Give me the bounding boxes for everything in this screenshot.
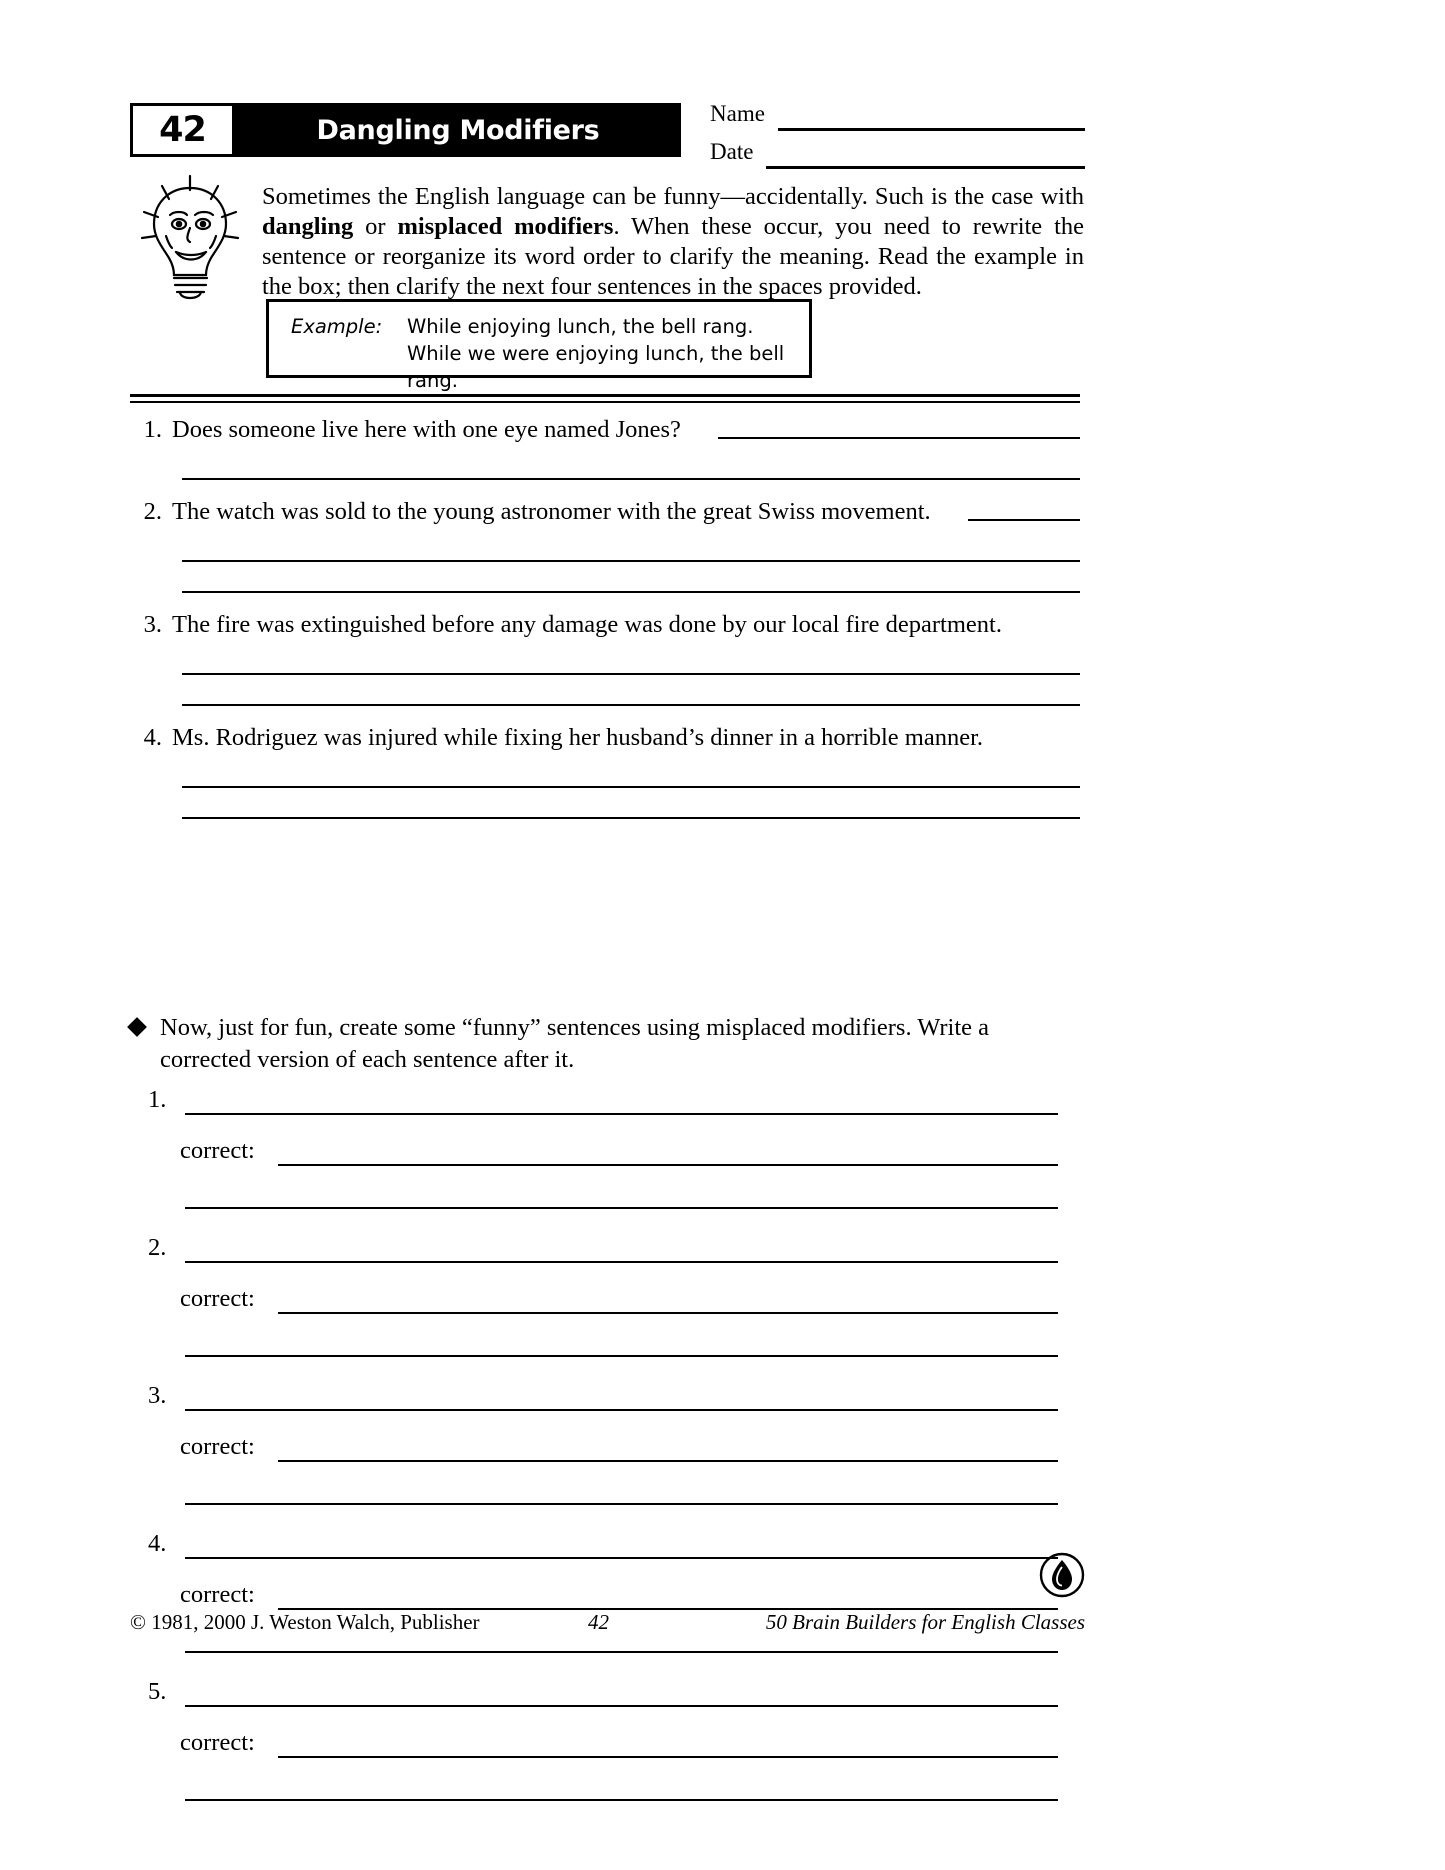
fun-sentences-list: [130, 1085, 1080, 1825]
correct-label: correct:: [180, 1285, 255, 1312]
correct-sentence-line[interactable]: [185, 1651, 1058, 1653]
correct-sentence-line[interactable]: [185, 1207, 1058, 1209]
fun-item: [130, 1381, 1080, 1529]
correct-sentence-line[interactable]: [278, 1756, 1058, 1758]
correct-sentence-line[interactable]: [185, 1503, 1058, 1505]
question-text: Does someone live here with one eye named Jones?: [172, 416, 681, 443]
example-line-corrected: While we were enjoying lunch, the bell rang.: [407, 342, 785, 392]
intro-bold-dangling: dangling: [262, 213, 354, 240]
date-label: Date: [710, 139, 754, 164]
copyright-text: © 1981, 2000 J. Weston Walch, Publisher: [130, 1610, 480, 1634]
correct-label: correct:: [180, 1581, 255, 1608]
fun-item-number: 1.: [148, 1086, 167, 1113]
answer-line[interactable]: [182, 591, 1080, 593]
question-number: 1.: [143, 416, 162, 443]
answer-line[interactable]: [182, 478, 1080, 480]
fun-item: [130, 1529, 1080, 1677]
answer-line[interactable]: [718, 437, 1080, 439]
question-text: The fire was extinguished before any damage was done by our local fire department.: [172, 611, 1002, 638]
question-number: 3.: [143, 611, 162, 638]
question-item: [130, 723, 1080, 819]
name-input-line[interactable]: [778, 128, 1085, 131]
publisher-logo-icon: [1039, 1552, 1085, 1598]
correct-label: correct:: [180, 1433, 255, 1460]
fun-sentence-line[interactable]: [185, 1705, 1058, 1707]
answer-line[interactable]: [182, 560, 1080, 562]
fun-item-number: 3.: [148, 1382, 167, 1409]
fun-sentence-line[interactable]: [185, 1113, 1058, 1115]
questions-list: [130, 415, 1080, 819]
example-label: Example:: [291, 315, 383, 338]
answer-line[interactable]: [182, 786, 1080, 788]
fun-item: [130, 1677, 1080, 1825]
section-divider: [130, 394, 1080, 403]
name-label: Name: [710, 101, 765, 126]
fun-sentence-line[interactable]: [185, 1557, 1058, 1559]
answer-line[interactable]: [182, 704, 1080, 706]
question-text: Ms. Rodriguez was injured while fixing her husband’s dinner in a horrible manner.: [172, 724, 984, 751]
intro-part1: Sometimes the English language can be funny—accidentally. Such is the case with: [262, 183, 1084, 210]
intro-part2: or: [353, 213, 398, 240]
question-text: The watch was sold to the young astronomer with the great Swiss movement.: [172, 498, 931, 525]
correct-sentence-line[interactable]: [185, 1799, 1058, 1801]
correct-sentence-line[interactable]: [278, 1460, 1058, 1462]
fun-section-heading: [130, 1012, 1080, 1076]
fun-section-text: Now, just for fun, create some “funny” sentences using misplaced modifiers. Write a corrected version of each sentence after it.: [160, 1014, 990, 1073]
correct-label: correct:: [180, 1729, 255, 1756]
page-title: Dangling Modifiers: [316, 114, 600, 146]
page-number: 42: [588, 1610, 609, 1634]
intro-part3: . When these occur, you need to rewrite the sentence or reorganize its word order to clarify the meaning. Read the example in the box; then clarify the next four sentences in the spaces provided.: [262, 213, 1084, 300]
question-item: [130, 415, 1080, 480]
fun-item: [130, 1085, 1080, 1233]
fun-item-number: 4.: [148, 1530, 167, 1557]
diamond-bullet-icon: [127, 1017, 147, 1037]
date-input-line[interactable]: [766, 166, 1085, 169]
example-box: [266, 299, 812, 392]
worksheet-number: 42: [159, 109, 206, 150]
answer-line[interactable]: [182, 817, 1080, 819]
question-number: 2.: [143, 498, 162, 525]
name-date-block: [710, 101, 1085, 177]
intro-paragraph: [262, 182, 1084, 302]
lightbulb-icon: [132, 172, 252, 307]
book-title: 50 Brain Builders for English Classes: [765, 1610, 1085, 1634]
answer-line[interactable]: [968, 519, 1080, 521]
fun-sentence-line[interactable]: [185, 1261, 1058, 1263]
correct-sentence-line[interactable]: [278, 1312, 1058, 1314]
name-row: [710, 101, 1085, 139]
correct-label: correct:: [180, 1137, 255, 1164]
answer-line[interactable]: [182, 673, 1080, 675]
question-item: [130, 610, 1080, 706]
fun-item-number: 5.: [148, 1678, 167, 1705]
intro-bold-misplaced-modifiers: misplaced modifiers: [397, 213, 614, 240]
fun-sentence-line[interactable]: [185, 1409, 1058, 1411]
question-number: 4.: [143, 724, 162, 751]
correct-sentence-line[interactable]: [278, 1164, 1058, 1166]
question-item: [130, 497, 1080, 593]
date-row: [710, 139, 1085, 177]
fun-item: [130, 1233, 1080, 1381]
worksheet-number-box: [130, 103, 235, 157]
page-header: [130, 103, 1085, 165]
fun-item-number: 2.: [148, 1234, 167, 1261]
example-line-incorrect: While enjoying lunch, the bell rang.: [407, 315, 754, 338]
correct-sentence-line[interactable]: [185, 1355, 1058, 1357]
